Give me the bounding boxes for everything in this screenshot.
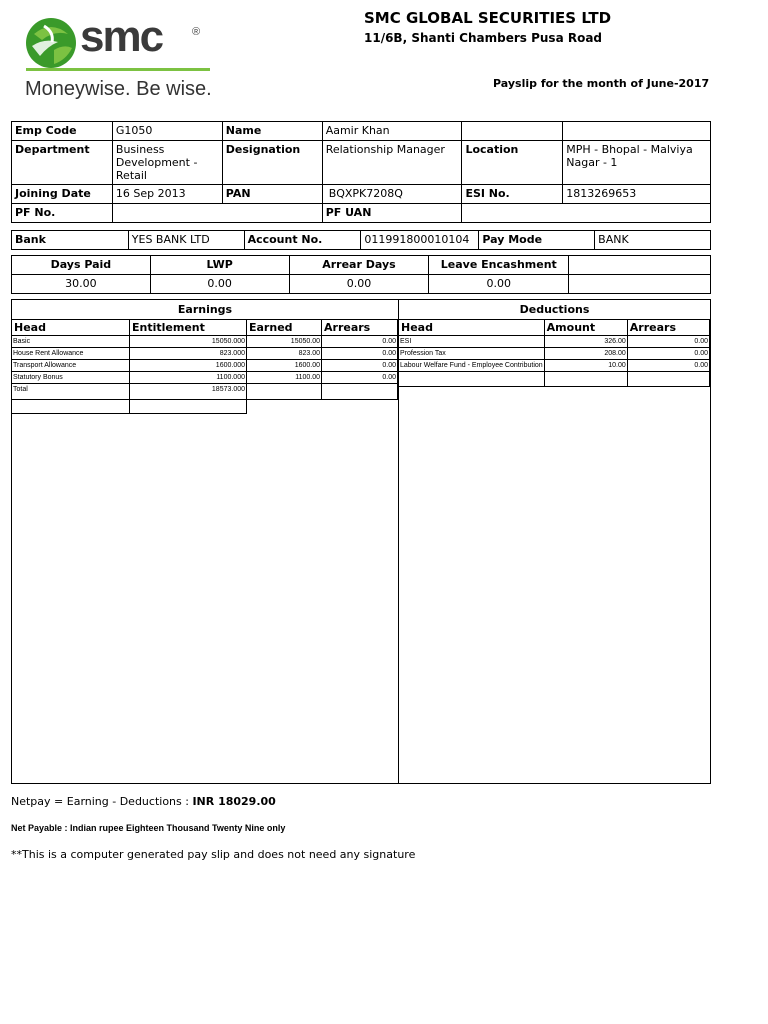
pf-value (112, 204, 322, 223)
leave-encashment-value: 0.00 (429, 275, 569, 294)
table-row (12, 372, 398, 384)
arrear-days-value: 0.00 (289, 275, 429, 294)
arrear-days-header: Arrear Days (289, 256, 429, 275)
pf-uan-label: PF UAN (322, 204, 462, 223)
earning-entitlement: 823.000 (130, 348, 247, 360)
name-label: Name (222, 122, 322, 141)
earning-earned: 1600.00 (247, 360, 322, 372)
deductions-amount-header: Amount (544, 320, 627, 336)
empty-cell (462, 122, 563, 141)
company-logo (22, 14, 212, 104)
joining-date-label: Joining Date (12, 185, 113, 204)
table-row (12, 348, 398, 360)
earning-head: Basic (12, 336, 130, 348)
deductions-table (398, 319, 710, 387)
logo-underline (26, 68, 210, 71)
deductions-title: Deductions (519, 303, 590, 316)
earning-total-value: 18573.000 (130, 384, 247, 400)
deduction-arrears: 0.00 (627, 360, 709, 372)
table-row (399, 336, 710, 348)
table-row (399, 360, 710, 372)
deduction-amount: 326.00 (544, 336, 627, 348)
pf-label: PF No. (12, 204, 113, 223)
bank-value: YES BANK LTD (128, 231, 244, 250)
empty-cell (130, 400, 247, 414)
location-value: MPH - Bhopal - Malviya Nagar - 1 (563, 141, 711, 185)
empty-cell (247, 384, 322, 400)
location-label: Location (462, 141, 563, 185)
deduction-head: Profession Tax (399, 348, 545, 360)
empty-cell (12, 400, 130, 414)
table-row (12, 336, 398, 348)
earning-arrears: 0.00 (322, 348, 398, 360)
designation-value: Relationship Manager (322, 141, 462, 185)
department-value: Business Development - Retail (112, 141, 222, 185)
deduction-head: Labour Welfare Fund - Employee Contribution (399, 360, 545, 372)
empty-header (569, 256, 711, 275)
netpay-line (11, 795, 276, 808)
netpay-value: INR 18029.00 (192, 795, 276, 808)
pan-label: PAN (222, 185, 322, 204)
earning-earned: 1100.00 (247, 372, 322, 384)
pf-uan-value (462, 204, 711, 223)
earnings-title: Earnings (177, 303, 233, 316)
earning-arrears: 0.00 (322, 336, 398, 348)
deductions-head-header: Head (399, 320, 545, 336)
name-value: Aamir Khan (322, 122, 462, 141)
pan-value: BQXPK7208Q (322, 185, 462, 204)
earning-arrears: 0.00 (322, 360, 398, 372)
employee-info-table (11, 121, 711, 223)
days-paid-header: Days Paid (12, 256, 151, 275)
empty-cell (563, 122, 711, 141)
deduction-amount: 10.00 (544, 360, 627, 372)
deductions-arrears-header: Arrears (627, 320, 709, 336)
earning-entitlement: 15050.000 (130, 336, 247, 348)
emp-code-value: G1050 (112, 122, 222, 141)
earnings-earned-header: Earned (247, 320, 322, 336)
designation-label: Designation (222, 141, 322, 185)
deduction-arrears: 0.00 (627, 348, 709, 360)
earnings-arrears-header: Arrears (322, 320, 398, 336)
lwp-value: 0.00 (150, 275, 289, 294)
earning-head: House Rent Allowance (12, 348, 130, 360)
earning-entitlement: 1600.000 (130, 360, 247, 372)
logo-wordmark: smc (80, 12, 163, 61)
registered-mark: ® (192, 26, 201, 38)
account-label: Account No. (244, 231, 361, 250)
earning-arrears: 0.00 (322, 372, 398, 384)
netpay-formula: Netpay = Earning - Deductions : (11, 795, 193, 808)
payslip-title: Payslip for the month of June-2017 (493, 77, 710, 90)
account-value: 011991800010104 (361, 231, 479, 250)
deduction-amount: 208.00 (544, 348, 627, 360)
earnings-table (11, 319, 398, 414)
lwp-header: LWP (150, 256, 289, 275)
deduction-head: ESI (399, 336, 545, 348)
globe-icon (24, 16, 78, 70)
leave-encashment-header: Leave Encashment (429, 256, 569, 275)
earnings-entitlement-header: Entitlement (130, 320, 247, 336)
table-row (12, 384, 398, 400)
earning-entitlement: 1100.000 (130, 372, 247, 384)
pay-mode-value: BANK (595, 231, 711, 250)
empty-cell (544, 372, 627, 387)
esi-label: ESI No. (462, 185, 563, 204)
esi-value: 1813269653 (563, 185, 711, 204)
bank-info-table (11, 230, 711, 250)
earning-earned: 15050.00 (247, 336, 322, 348)
pay-mode-label: Pay Mode (479, 231, 595, 250)
signature-note: **This is a computer generated pay slip and does not need any signature (11, 848, 416, 861)
emp-code-label: Emp Code (12, 122, 113, 141)
earning-head: Transport Allowance (12, 360, 130, 372)
bank-label: Bank (12, 231, 129, 250)
days-table (11, 255, 711, 294)
joining-date-value: 16 Sep 2013 (112, 185, 222, 204)
company-address: 11/6B, Shanti Chambers Pusa Road (364, 31, 603, 45)
company-name: SMC GLOBAL SECURITIES LTD (364, 9, 612, 27)
days-paid-value: 30.00 (12, 275, 151, 294)
earning-total-label: Total (12, 384, 130, 400)
deduction-arrears: 0.00 (627, 336, 709, 348)
empty-cell (322, 384, 398, 400)
department-label: Department (12, 141, 113, 185)
empty-cell (627, 372, 709, 387)
earning-head: Statutory Bonus (12, 372, 130, 384)
earnings-head-header: Head (12, 320, 130, 336)
table-row (399, 348, 710, 360)
empty-cell (399, 372, 545, 387)
earning-earned: 823.00 (247, 348, 322, 360)
logo-tagline: Moneywise. Be wise. (25, 78, 212, 100)
net-payable-words: Net Payable : Indian rupee Eighteen Thousand Twenty Nine only (11, 823, 286, 833)
table-row (12, 360, 398, 372)
empty-value (569, 275, 711, 294)
